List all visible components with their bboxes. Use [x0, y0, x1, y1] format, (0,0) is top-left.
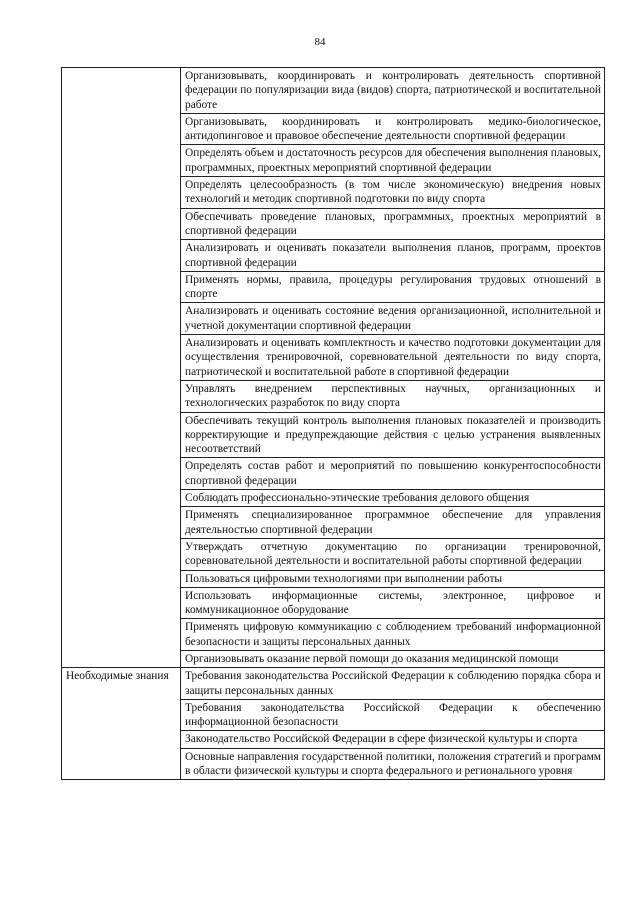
skill-item: Анализировать и оценивать состояние ведения организационной, исполнительной и учетной документации спортивной федерации [181, 303, 605, 335]
skill-item: Применять цифровую коммуникацию с соблюдением требований информационной безопасности и защиты персональных данных [181, 619, 605, 651]
knowledge-item: Законодательство Российской Федерации в сфере физической культуры и спорта [181, 731, 605, 748]
skill-item: Организовывать, координировать и контролировать медико-биологическое, антидопинговое и правовое обеспечение деятельности спортивной федерации [181, 113, 605, 145]
skill-item: Определять объем и достаточность ресурсов для обеспечения выполнения плановых, программных, проектных мероприятий спортивной федерации [181, 145, 605, 177]
skill-item: Применять специализированное программное обеспечение для управления деятельностью спортивной федерации [181, 507, 605, 539]
skill-item: Пользоваться цифровыми технологиями при выполнении работы [181, 570, 605, 587]
skill-item: Использовать информационные системы, электронное, цифровое и коммуникационное оборудование [181, 587, 605, 619]
knowledge-item: Требования законодательства Российской Федерации к обеспечению информационной безопасности [181, 699, 605, 731]
skill-item: Обеспечивать проведение плановых, программных, проектных мероприятий в спортивной федерации [181, 208, 605, 240]
requirements-table [61, 67, 605, 780]
skill-item: Организовывать оказание первой помощи до оказания медицинской помощи [181, 650, 605, 667]
table-row [62, 68, 605, 114]
skill-item: Утверждать отчетную документацию по организации тренировочной, соревновательной деятельности и воспитательной работы спортивной федерации [181, 538, 605, 570]
knowledge-item: Основные направления государственной политики, положения стратегий и программ в области физической культуры и спорта федерального и регионального уровня [181, 748, 605, 780]
page-number: 84 [314, 36, 326, 48]
skill-item: Организовывать, координировать и контролировать деятельность спортивной федерации по популяризации вида (видов) спорта, патриотической и воспитательной работе [181, 68, 605, 114]
skill-item: Соблюдать профессионально-этические требования делового общения [181, 490, 605, 507]
knowledge-label-cell: Необходимые знания [62, 668, 181, 780]
skill-item: Применять нормы, правила, процедуры регулирования трудовых отношений в спорте [181, 271, 605, 303]
skill-item: Анализировать и оценивать показатели выполнения планов, программ, проектов спортивной федерации [181, 240, 605, 272]
skill-item: Определять целесообразность (в том числе экономическую) внедрения новых технологий и методик спортивной подготовки по виду спорта [181, 177, 605, 209]
knowledge-item: Требования законодательства Российской Федерации к соблюдению порядка сбора и защиты персональных данных [181, 668, 605, 700]
skills-label-cell [62, 68, 181, 668]
skill-item: Обеспечивать текущий контроль выполнения плановых показателей и производить корректирующие и предупреждающие действия с целью устранения выявленных несоответствий [181, 412, 605, 458]
skill-item: Анализировать и оценивать комплектность и качество подготовки документации для осуществления тренировочной, соревновательной деятельности по виду спорта, патриотической и воспитательной работе в спортивной федерации [181, 335, 605, 381]
skill-item: Управлять внедрением перспективных научных, организационных и технологических разработок по виду спорта [181, 380, 605, 412]
skill-item: Определять состав работ и мероприятий по повышению конкурентоспособности спортивной федерации [181, 458, 605, 490]
table-row [62, 668, 605, 700]
